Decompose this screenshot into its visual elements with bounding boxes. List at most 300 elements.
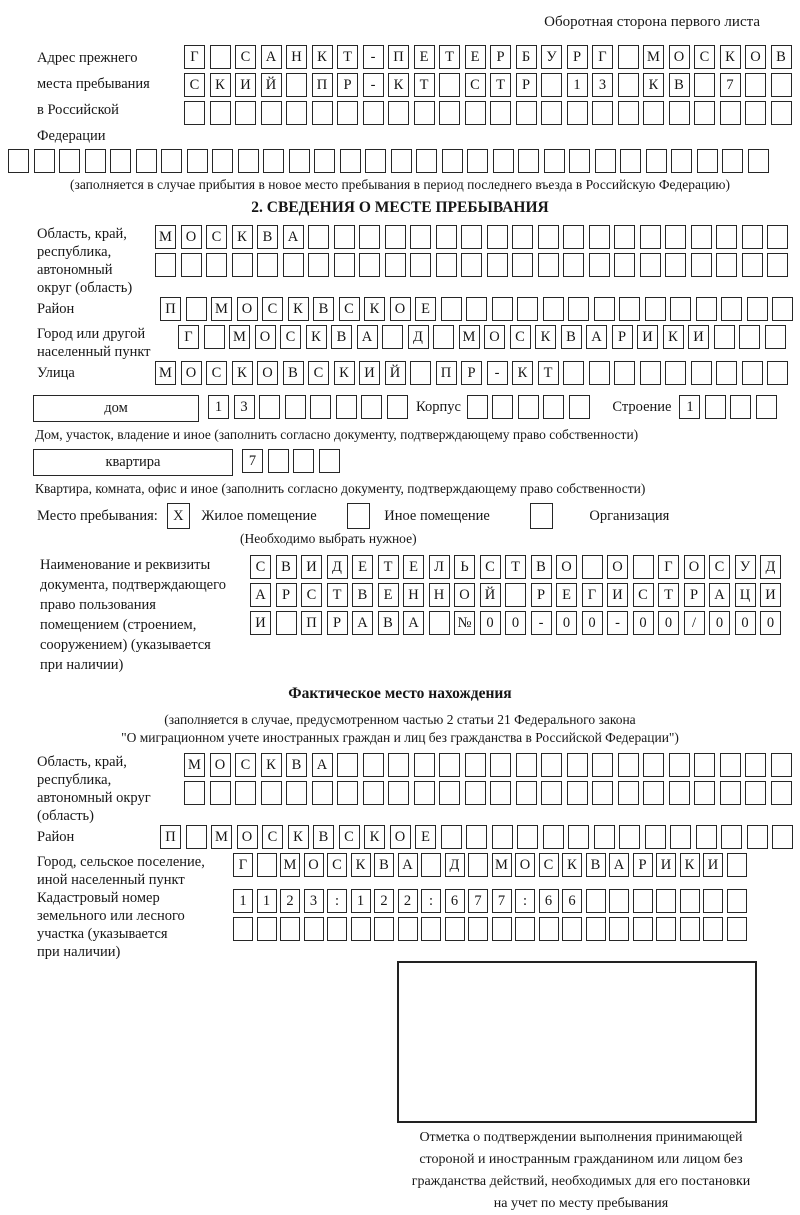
char-box[interactable]: Р: [531, 583, 552, 607]
char-box[interactable]: [539, 917, 559, 941]
char-box[interactable]: 3: [234, 395, 255, 419]
char-box[interactable]: [609, 917, 629, 941]
char-box[interactable]: [410, 253, 431, 277]
char-box[interactable]: А: [352, 611, 373, 635]
char-box[interactable]: [517, 297, 538, 321]
char-box[interactable]: [541, 781, 562, 805]
char-box[interactable]: И: [688, 325, 709, 349]
char-box[interactable]: [441, 825, 462, 849]
char-box[interactable]: Р: [633, 853, 653, 877]
char-box[interactable]: И: [760, 583, 781, 607]
char-box[interactable]: И: [607, 583, 628, 607]
char-box[interactable]: Е: [465, 45, 486, 69]
char-box[interactable]: [490, 781, 511, 805]
char-box[interactable]: М: [492, 853, 512, 877]
char-box[interactable]: [730, 395, 751, 419]
char-box[interactable]: М: [229, 325, 250, 349]
char-box[interactable]: [772, 825, 793, 849]
char-box[interactable]: [465, 101, 486, 125]
char-box[interactable]: :: [515, 889, 535, 913]
char-box[interactable]: [691, 361, 712, 385]
char-box[interactable]: [493, 149, 514, 173]
char-box[interactable]: [669, 781, 690, 805]
char-box[interactable]: Р: [461, 361, 482, 385]
char-box[interactable]: [210, 781, 231, 805]
char-box[interactable]: В: [257, 225, 278, 249]
char-box[interactable]: [767, 361, 788, 385]
char-box[interactable]: [110, 149, 131, 173]
char-box[interactable]: [259, 395, 280, 419]
char-box[interactable]: [492, 917, 512, 941]
char-box[interactable]: [286, 73, 307, 97]
char-box[interactable]: К: [720, 45, 741, 69]
char-box[interactable]: С: [235, 753, 256, 777]
char-box[interactable]: Л: [429, 555, 450, 579]
char-box[interactable]: [387, 395, 408, 419]
char-box[interactable]: [466, 297, 487, 321]
char-box[interactable]: К: [232, 361, 253, 385]
char-box[interactable]: [745, 73, 766, 97]
char-box[interactable]: 2: [398, 889, 418, 913]
char-box[interactable]: В: [276, 555, 297, 579]
char-box[interactable]: [680, 917, 700, 941]
char-box[interactable]: Р: [612, 325, 633, 349]
char-box[interactable]: К: [512, 361, 533, 385]
char-box[interactable]: [748, 149, 769, 173]
char-box[interactable]: [314, 149, 335, 173]
char-box[interactable]: [359, 225, 380, 249]
char-box[interactable]: В: [352, 583, 373, 607]
char-box[interactable]: [461, 225, 482, 249]
char-box[interactable]: [665, 253, 686, 277]
char-box[interactable]: В: [374, 853, 394, 877]
char-box[interactable]: [592, 781, 613, 805]
char-box[interactable]: [742, 225, 763, 249]
char-box[interactable]: [293, 449, 314, 473]
char-box[interactable]: К: [288, 825, 309, 849]
char-box[interactable]: С: [633, 583, 654, 607]
char-box[interactable]: 1: [567, 73, 588, 97]
char-box[interactable]: О: [669, 45, 690, 69]
char-box[interactable]: М: [155, 361, 176, 385]
char-box[interactable]: [351, 917, 371, 941]
char-box[interactable]: [694, 781, 715, 805]
char-box[interactable]: [563, 225, 584, 249]
char-box[interactable]: [541, 753, 562, 777]
char-box[interactable]: [340, 149, 361, 173]
char-box[interactable]: [365, 149, 386, 173]
char-box[interactable]: [721, 825, 742, 849]
char-box[interactable]: [543, 297, 564, 321]
char-box[interactable]: Е: [556, 583, 577, 607]
char-box[interactable]: [696, 825, 717, 849]
char-box[interactable]: 0: [505, 611, 526, 635]
char-box[interactable]: 0: [709, 611, 730, 635]
char-box[interactable]: И: [703, 853, 723, 877]
char-box[interactable]: [680, 889, 700, 913]
char-box[interactable]: [771, 753, 792, 777]
char-box[interactable]: [319, 449, 340, 473]
char-box[interactable]: [691, 253, 712, 277]
char-box[interactable]: [567, 781, 588, 805]
char-box[interactable]: [619, 825, 640, 849]
checkbox-organization[interactable]: [530, 503, 553, 529]
char-box[interactable]: В: [531, 555, 552, 579]
char-box[interactable]: [289, 149, 310, 173]
char-box[interactable]: [490, 101, 511, 125]
char-box[interactable]: [594, 297, 615, 321]
char-box[interactable]: А: [261, 45, 282, 69]
char-box[interactable]: :: [421, 889, 441, 913]
char-box[interactable]: [767, 253, 788, 277]
char-box[interactable]: [416, 149, 437, 173]
char-box[interactable]: 0: [556, 611, 577, 635]
char-box[interactable]: [618, 101, 639, 125]
char-box[interactable]: Р: [490, 45, 511, 69]
char-box[interactable]: Т: [378, 555, 399, 579]
char-box[interactable]: А: [312, 753, 333, 777]
char-box[interactable]: Й: [480, 583, 501, 607]
char-box[interactable]: 0: [658, 611, 679, 635]
char-box[interactable]: [633, 889, 653, 913]
char-box[interactable]: [592, 101, 613, 125]
char-box[interactable]: [694, 101, 715, 125]
char-box[interactable]: К: [232, 225, 253, 249]
char-box[interactable]: [204, 325, 225, 349]
char-box[interactable]: [439, 753, 460, 777]
char-box[interactable]: [59, 149, 80, 173]
char-box[interactable]: Д: [408, 325, 429, 349]
char-box[interactable]: [429, 611, 450, 635]
char-box[interactable]: Р: [276, 583, 297, 607]
char-box[interactable]: В: [313, 297, 334, 321]
char-box[interactable]: Е: [415, 825, 436, 849]
char-box[interactable]: И: [637, 325, 658, 349]
char-box[interactable]: М: [155, 225, 176, 249]
char-box[interactable]: [645, 297, 666, 321]
char-box[interactable]: К: [364, 297, 385, 321]
char-box[interactable]: [721, 297, 742, 321]
char-box[interactable]: [238, 149, 259, 173]
char-box[interactable]: [206, 253, 227, 277]
char-box[interactable]: [467, 395, 488, 419]
char-box[interactable]: №: [454, 611, 475, 635]
char-box[interactable]: 3: [592, 73, 613, 97]
char-box[interactable]: Н: [403, 583, 424, 607]
char-box[interactable]: [645, 825, 666, 849]
char-box[interactable]: [439, 101, 460, 125]
char-box[interactable]: Т: [327, 583, 348, 607]
char-box[interactable]: [705, 395, 726, 419]
char-box[interactable]: [441, 297, 462, 321]
char-box[interactable]: Е: [403, 555, 424, 579]
char-box[interactable]: [487, 225, 508, 249]
char-box[interactable]: [465, 781, 486, 805]
char-box[interactable]: [716, 253, 737, 277]
char-box[interactable]: Б: [516, 45, 537, 69]
char-box[interactable]: С: [280, 325, 301, 349]
char-box[interactable]: С: [262, 825, 283, 849]
char-box[interactable]: [722, 149, 743, 173]
char-box[interactable]: Г: [658, 555, 679, 579]
char-box[interactable]: [543, 825, 564, 849]
char-box[interactable]: С: [465, 73, 486, 97]
char-box[interactable]: [490, 753, 511, 777]
char-box[interactable]: [515, 917, 535, 941]
char-box[interactable]: [468, 853, 488, 877]
char-box[interactable]: [337, 101, 358, 125]
char-box[interactable]: М: [459, 325, 480, 349]
char-box[interactable]: С: [250, 555, 271, 579]
char-box[interactable]: [233, 917, 253, 941]
char-box[interactable]: П: [160, 297, 181, 321]
char-box[interactable]: [745, 781, 766, 805]
char-box[interactable]: [398, 917, 418, 941]
char-box[interactable]: [439, 73, 460, 97]
char-box[interactable]: [261, 781, 282, 805]
char-box[interactable]: М: [211, 825, 232, 849]
char-box[interactable]: [665, 361, 686, 385]
char-box[interactable]: 1: [233, 889, 253, 913]
char-box[interactable]: [361, 395, 382, 419]
char-box[interactable]: 7: [720, 73, 741, 97]
char-box[interactable]: П: [301, 611, 322, 635]
char-box[interactable]: [518, 149, 539, 173]
char-box[interactable]: [487, 253, 508, 277]
char-box[interactable]: 0: [633, 611, 654, 635]
char-box[interactable]: [363, 781, 384, 805]
char-box[interactable]: Т: [414, 73, 435, 97]
char-box[interactable]: М: [280, 853, 300, 877]
char-box[interactable]: [640, 361, 661, 385]
char-box[interactable]: [586, 889, 606, 913]
char-box[interactable]: Р: [337, 73, 358, 97]
char-box[interactable]: 1: [679, 395, 700, 419]
char-box[interactable]: [512, 225, 533, 249]
char-box[interactable]: /: [684, 611, 705, 635]
char-box[interactable]: [8, 149, 29, 173]
char-box[interactable]: 6: [539, 889, 559, 913]
char-box[interactable]: :: [327, 889, 347, 913]
char-box[interactable]: [388, 753, 409, 777]
char-box[interactable]: 7: [242, 449, 263, 473]
char-box[interactable]: Д: [327, 555, 348, 579]
char-box[interactable]: [465, 753, 486, 777]
char-box[interactable]: [261, 101, 282, 125]
char-box[interactable]: [421, 853, 441, 877]
char-box[interactable]: [716, 225, 737, 249]
char-box[interactable]: [586, 917, 606, 941]
char-box[interactable]: -: [363, 45, 384, 69]
char-box[interactable]: [619, 297, 640, 321]
char-box[interactable]: В: [313, 825, 334, 849]
char-box[interactable]: К: [210, 73, 231, 97]
char-box[interactable]: [589, 225, 610, 249]
char-box[interactable]: [186, 825, 207, 849]
char-box[interactable]: [436, 225, 457, 249]
char-box[interactable]: А: [403, 611, 424, 635]
char-box[interactable]: Й: [261, 73, 282, 97]
char-box[interactable]: [410, 225, 431, 249]
char-box[interactable]: [232, 253, 253, 277]
char-box[interactable]: [633, 555, 654, 579]
char-box[interactable]: [670, 825, 691, 849]
char-box[interactable]: [468, 917, 488, 941]
char-box[interactable]: О: [454, 583, 475, 607]
char-box[interactable]: [640, 253, 661, 277]
char-box[interactable]: К: [663, 325, 684, 349]
char-box[interactable]: О: [210, 753, 231, 777]
char-box[interactable]: Т: [439, 45, 460, 69]
char-box[interactable]: 0: [760, 611, 781, 635]
char-box[interactable]: [436, 253, 457, 277]
char-box[interactable]: [720, 101, 741, 125]
char-box[interactable]: [136, 149, 157, 173]
char-box[interactable]: [363, 753, 384, 777]
char-box[interactable]: [181, 253, 202, 277]
char-box[interactable]: [235, 101, 256, 125]
char-box[interactable]: [517, 825, 538, 849]
char-box[interactable]: [285, 395, 306, 419]
char-box[interactable]: [656, 889, 676, 913]
char-box[interactable]: [669, 753, 690, 777]
char-box[interactable]: [445, 917, 465, 941]
char-box[interactable]: Н: [429, 583, 450, 607]
char-box[interactable]: [739, 325, 760, 349]
char-box[interactable]: [569, 395, 590, 419]
char-box[interactable]: О: [556, 555, 577, 579]
char-box[interactable]: Р: [516, 73, 537, 97]
char-box[interactable]: [210, 101, 231, 125]
char-box[interactable]: -: [531, 611, 552, 635]
char-box[interactable]: Д: [760, 555, 781, 579]
char-box[interactable]: [283, 253, 304, 277]
char-box[interactable]: [614, 253, 635, 277]
char-box[interactable]: [257, 253, 278, 277]
char-box[interactable]: 2: [374, 889, 394, 913]
char-box[interactable]: [569, 149, 590, 173]
char-box[interactable]: [543, 395, 564, 419]
char-box[interactable]: [286, 101, 307, 125]
char-box[interactable]: [618, 73, 639, 97]
char-box[interactable]: К: [680, 853, 700, 877]
char-box[interactable]: [618, 45, 639, 69]
char-box[interactable]: [618, 753, 639, 777]
char-box[interactable]: [714, 325, 735, 349]
char-box[interactable]: У: [735, 555, 756, 579]
char-box[interactable]: Е: [352, 555, 373, 579]
char-box[interactable]: 6: [445, 889, 465, 913]
char-box[interactable]: -: [487, 361, 508, 385]
char-box[interactable]: [286, 781, 307, 805]
char-box[interactable]: [727, 853, 747, 877]
char-box[interactable]: [765, 325, 786, 349]
char-box[interactable]: [414, 781, 435, 805]
char-box[interactable]: Ь: [454, 555, 475, 579]
char-box[interactable]: Г: [582, 583, 603, 607]
char-box[interactable]: [276, 611, 297, 635]
char-box[interactable]: Т: [337, 45, 358, 69]
char-box[interactable]: [669, 101, 690, 125]
char-box[interactable]: Р: [567, 45, 588, 69]
char-box[interactable]: А: [586, 325, 607, 349]
char-box[interactable]: С: [301, 583, 322, 607]
char-box[interactable]: [618, 781, 639, 805]
char-box[interactable]: [747, 297, 768, 321]
char-box[interactable]: [337, 753, 358, 777]
char-box[interactable]: 1: [257, 889, 277, 913]
char-box[interactable]: Ц: [735, 583, 756, 607]
char-box[interactable]: И: [301, 555, 322, 579]
char-box[interactable]: [184, 781, 205, 805]
char-box[interactable]: [327, 917, 347, 941]
char-box[interactable]: [334, 225, 355, 249]
char-box[interactable]: Е: [414, 45, 435, 69]
char-box[interactable]: А: [357, 325, 378, 349]
char-box[interactable]: [670, 297, 691, 321]
char-box[interactable]: Н: [286, 45, 307, 69]
char-box[interactable]: 0: [582, 611, 603, 635]
char-box[interactable]: [212, 149, 233, 173]
char-box[interactable]: 1: [351, 889, 371, 913]
char-box[interactable]: В: [378, 611, 399, 635]
char-box[interactable]: [466, 825, 487, 849]
char-box[interactable]: [720, 753, 741, 777]
char-box[interactable]: К: [306, 325, 327, 349]
char-box[interactable]: [538, 225, 559, 249]
char-box[interactable]: [716, 361, 737, 385]
char-box[interactable]: [771, 73, 792, 97]
char-box[interactable]: [161, 149, 182, 173]
char-box[interactable]: 0: [735, 611, 756, 635]
char-box[interactable]: Д: [445, 853, 465, 877]
char-box[interactable]: [433, 325, 454, 349]
char-box[interactable]: С: [184, 73, 205, 97]
char-box[interactable]: [665, 225, 686, 249]
checkbox-residential[interactable]: X: [167, 503, 190, 529]
char-box[interactable]: К: [643, 73, 664, 97]
char-box[interactable]: [595, 149, 616, 173]
char-box[interactable]: А: [609, 853, 629, 877]
char-box[interactable]: Г: [592, 45, 613, 69]
char-box[interactable]: [280, 917, 300, 941]
char-box[interactable]: [492, 825, 513, 849]
checkbox-other-premises[interactable]: [347, 503, 370, 529]
char-box[interactable]: [592, 753, 613, 777]
char-box[interactable]: [767, 225, 788, 249]
char-box[interactable]: -: [363, 73, 384, 97]
char-box[interactable]: [538, 253, 559, 277]
char-box[interactable]: [257, 853, 277, 877]
char-box[interactable]: [359, 253, 380, 277]
char-box[interactable]: [385, 225, 406, 249]
char-box[interactable]: [210, 45, 231, 69]
char-box[interactable]: [374, 917, 394, 941]
char-box[interactable]: [516, 753, 537, 777]
char-box[interactable]: К: [388, 73, 409, 97]
char-box[interactable]: С: [235, 45, 256, 69]
char-box[interactable]: [186, 297, 207, 321]
char-box[interactable]: [391, 149, 412, 173]
char-box[interactable]: И: [656, 853, 676, 877]
char-box[interactable]: [461, 253, 482, 277]
char-box[interactable]: [694, 73, 715, 97]
char-box[interactable]: [187, 149, 208, 173]
char-box[interactable]: Г: [233, 853, 253, 877]
char-box[interactable]: Г: [184, 45, 205, 69]
char-box[interactable]: [567, 101, 588, 125]
char-box[interactable]: П: [388, 45, 409, 69]
